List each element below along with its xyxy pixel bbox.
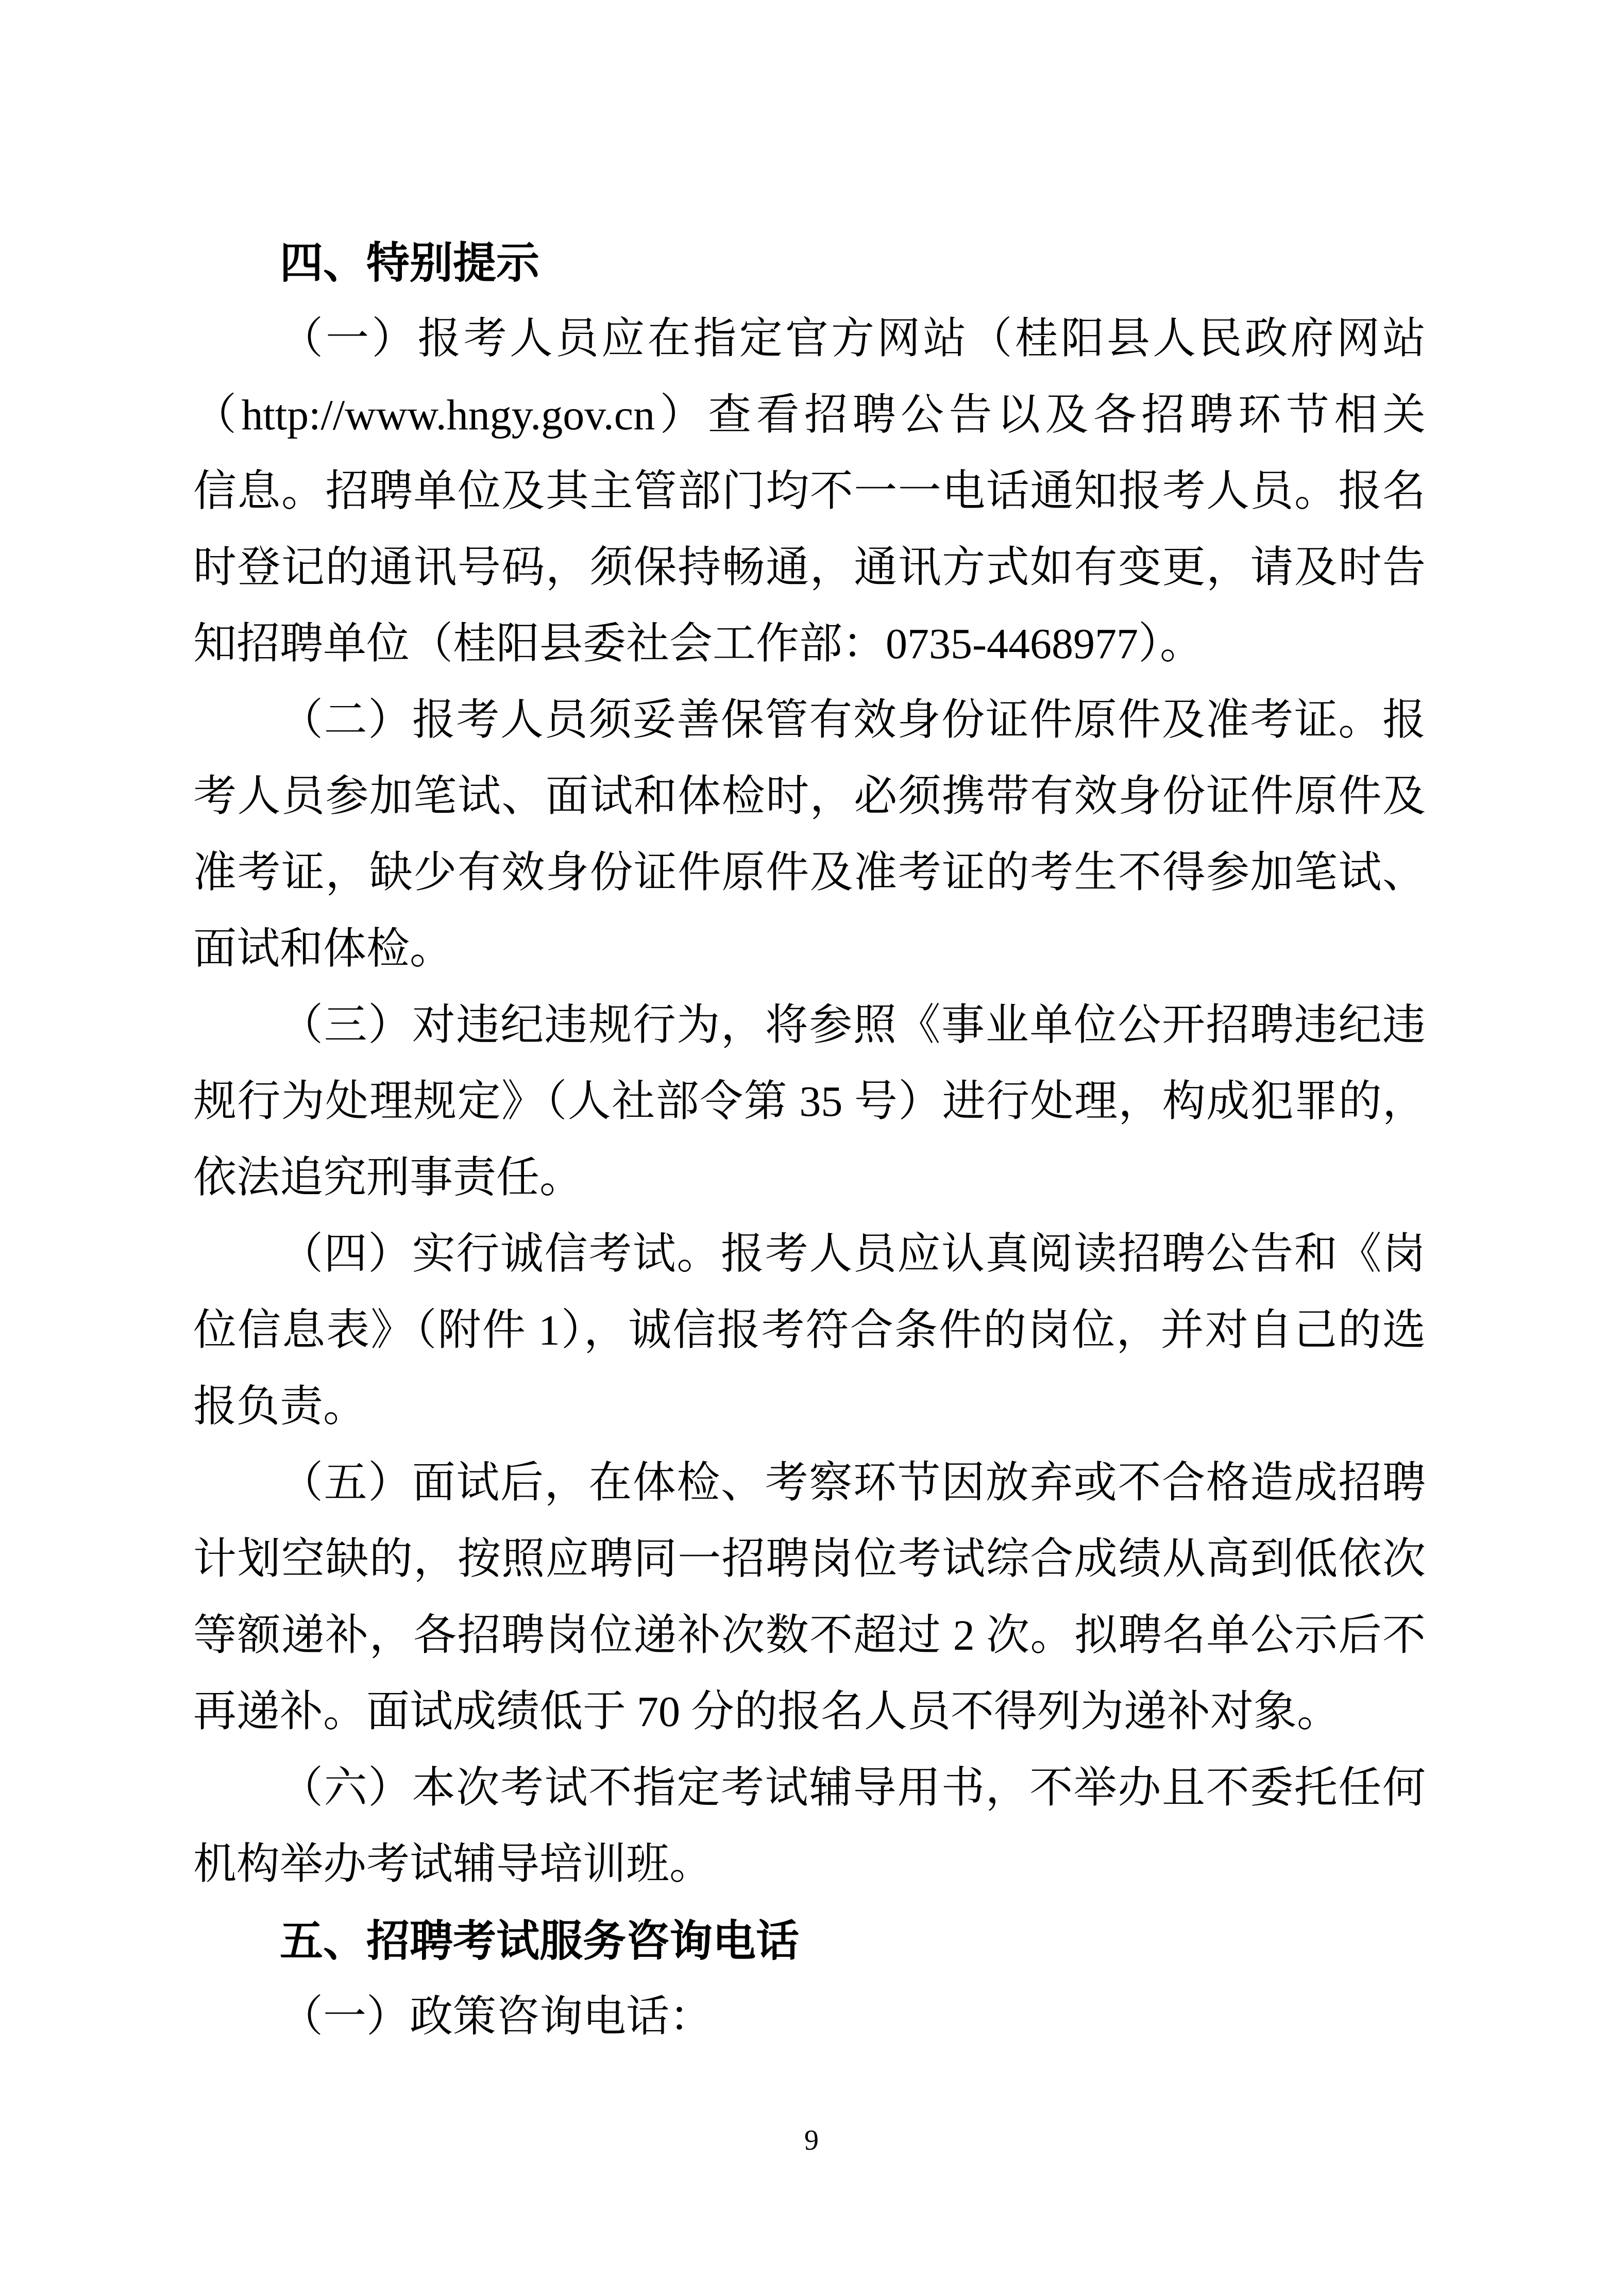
paragraph-line: 面试和体检。 [193,925,453,973]
paragraph-line: 报负责。 [193,1383,367,1431]
section-heading-line: 五、招聘考试服务咨询电话 [280,1917,800,1965]
paragraph-line: 再递补。面试成绩低于 70 分的报名人员不得列为递补对象。 [193,1688,1341,1736]
section-heading-line: 四、特别提示 [280,239,540,287]
paragraph-line: 准考证，缺少有效身份证件原件及准考证的考生不得参加笔试、 [193,849,1426,897]
page-footer [0,2122,1623,2158]
paragraph-line: （六）本次考试不指定考试辅导用书，不举办且不委托任何 [280,1764,1426,1812]
paragraph-line: 时登记的通讯号码，须保持畅通，通讯方式如有变更，请及时告 [193,544,1426,592]
paragraph-line: （一）报考人员应在指定官方网站（桂阳县人民政府网站 [280,315,1426,363]
paragraph-line: 位信息表》（附件 1），诚信报考符合条件的岗位，并对自己的选 [193,1306,1426,1354]
paragraph-line: （三）对违纪违规行为，将参照《事业单位公开招聘违纪违 [280,1001,1426,1049]
paragraph-line: 机构举办考试辅导培训班。 [193,1840,713,1888]
paragraph-line: （四）实行诚信考试。报考人员应认真阅读招聘公告和《岗 [280,1230,1426,1278]
paragraph-line: 考人员参加笔试、面试和体检时，必须携带有效身份证件原件及 [193,773,1426,820]
paragraph-line: 计划空缺的，按照应聘同一招聘岗位考试综合成绩从高到低依次 [193,1535,1426,1583]
paragraph-line: 等额递补，各招聘岗位递补次数不超过 2 次。拟聘名单公示后不 [193,1612,1426,1660]
paragraph-line: 信息。招聘单位及其主管部门均不一一电话通知报考人员。报名 [193,467,1426,515]
paragraph-line: （五）面试后，在体检、考察环节因放弃或不合格造成招聘 [280,1459,1426,1507]
paragraph-line: 依法追究刑事责任。 [193,1154,583,1202]
paragraph-line: （二）报考人员须妥善保管有效身份证件原件及准考证。报 [280,696,1426,744]
page-number-label: 9 [804,2124,819,2156]
paragraph-line: （http://www.hngy.gov.cn）查看招聘公告以及各招聘环节相关 [193,391,1426,439]
paragraph-line: （一）政策咨询电话： [280,1993,713,2041]
paragraph-line: 知招聘单位（桂阳县委社会工作部：0735-4468977）。 [193,620,1203,668]
paragraph-line: 规行为处理规定》（人社部令第 35 号）进行处理，构成犯罪的， [193,1078,1426,1126]
document-body [193,225,1426,2055]
